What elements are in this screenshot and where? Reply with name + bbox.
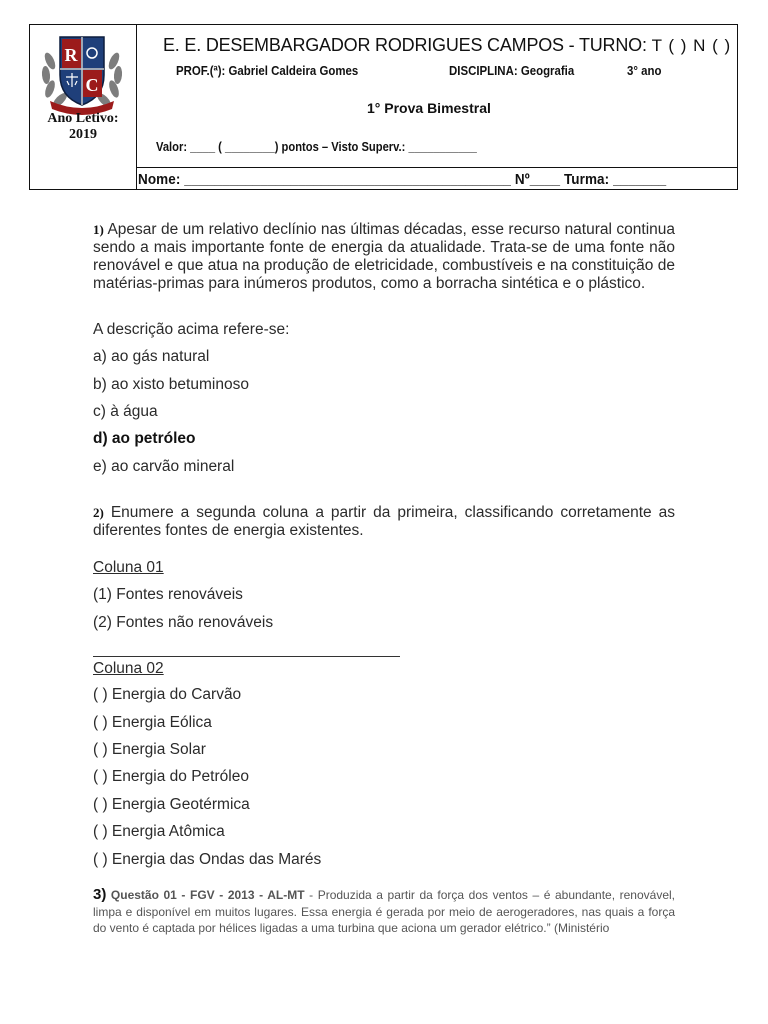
column-1-item: (2) Fontes não renováveis xyxy=(93,614,274,631)
exam-title: 1° Prova Bimestral xyxy=(367,100,491,116)
turno-options: T ( ) N ( ) xyxy=(651,36,732,55)
option-c[interactable]: c) à água xyxy=(93,403,158,420)
column-2-item[interactable]: ( ) Energia do Petróleo xyxy=(93,768,249,785)
option-e[interactable]: e) ao carvão mineral xyxy=(93,458,235,475)
question-1-number: 1) xyxy=(93,222,104,237)
question-2-number: 2) xyxy=(93,505,104,520)
school-crest-logo xyxy=(36,31,128,115)
question-1-body: Apesar de um relativo declínio nas últimas décadas, esse recurso natural continua sendo a mais importante fonte de energia da atualidade. Trata-se de uma fonte não renovável e que atua na produção de eletricidade, combustíveis e na constituição de matérias-primas para inúmeros produtos, como a borracha sintética e o plástico. xyxy=(93,221,676,292)
option-b[interactable]: b) ao xisto betuminoso xyxy=(93,376,249,393)
option-a[interactable]: a) ao gás natural xyxy=(93,348,210,365)
discipline: DISCIPLINA: Geografia xyxy=(449,63,575,78)
school-name-line xyxy=(163,35,731,56)
column-2-title: Coluna 02 xyxy=(93,660,164,677)
question-1-text xyxy=(93,221,675,293)
column-1-item: (1) Fontes renováveis xyxy=(93,586,243,603)
question-2-text xyxy=(93,504,675,540)
header-divider xyxy=(136,167,738,168)
student-name-line: Nome: ___________________________________________ Nº____ Turma: _______ xyxy=(138,171,667,188)
logo-column xyxy=(30,25,137,189)
question-3-body: - Produzida a partir da força dos ventos – é abundante, renovável, limpa e disponível em muitos lugares. Essa energia é gerada por meio de aerogeradores, nas quais a força do vento é captada por hélices ligadas a uma turbina que aciona um gerador elétrico.” (Ministério xyxy=(93,888,675,935)
school-name: E. E. DESEMBARGADOR RODRIGUES CAMPOS - TURNO xyxy=(163,35,642,55)
column-2-item[interactable]: ( ) Energia Eólica xyxy=(93,714,212,731)
question-2-body: Enumere a segunda coluna a partir da primeira, classificando corretamente as diferentes fontes de energia existentes. xyxy=(93,504,675,539)
logo-letter-c: C xyxy=(85,75,99,95)
school-year-label: Ano Letivo: xyxy=(47,111,119,126)
teacher-name: PROF.(ª): Gabriel Caldeira Gomes xyxy=(176,63,359,78)
question-3-source: Questão 01 - FGV - 2013 - AL-MT xyxy=(110,888,305,902)
question-1-prompt: A descrição acima refere-se: xyxy=(93,321,290,338)
exam-header xyxy=(29,24,738,190)
column-divider-rule xyxy=(93,656,400,657)
column-2-item[interactable]: ( ) Energia das Ondas das Marés xyxy=(93,851,322,868)
column-2-item[interactable]: ( ) Energia do Carvão xyxy=(93,686,242,703)
logo-letter-r: R xyxy=(64,45,78,65)
school-year: 2019 xyxy=(69,127,97,142)
question-3-number: 3) xyxy=(93,886,107,903)
option-d[interactable]: d) ao petróleo xyxy=(93,430,196,447)
value-line: Valor: ____ ( ________) pontos – Visto Superv.: ___________ xyxy=(156,139,477,154)
column-2-item[interactable]: ( ) Energia Atômica xyxy=(93,823,225,840)
column-1-title: Coluna 01 xyxy=(93,559,164,576)
grade-level: 3° ano xyxy=(627,63,662,78)
column-2-item[interactable]: ( ) Energia Solar xyxy=(93,741,206,758)
column-2-item[interactable]: ( ) Energia Geotérmica xyxy=(93,796,250,813)
question-3-text xyxy=(93,887,675,937)
turno-separator: : xyxy=(641,35,647,55)
